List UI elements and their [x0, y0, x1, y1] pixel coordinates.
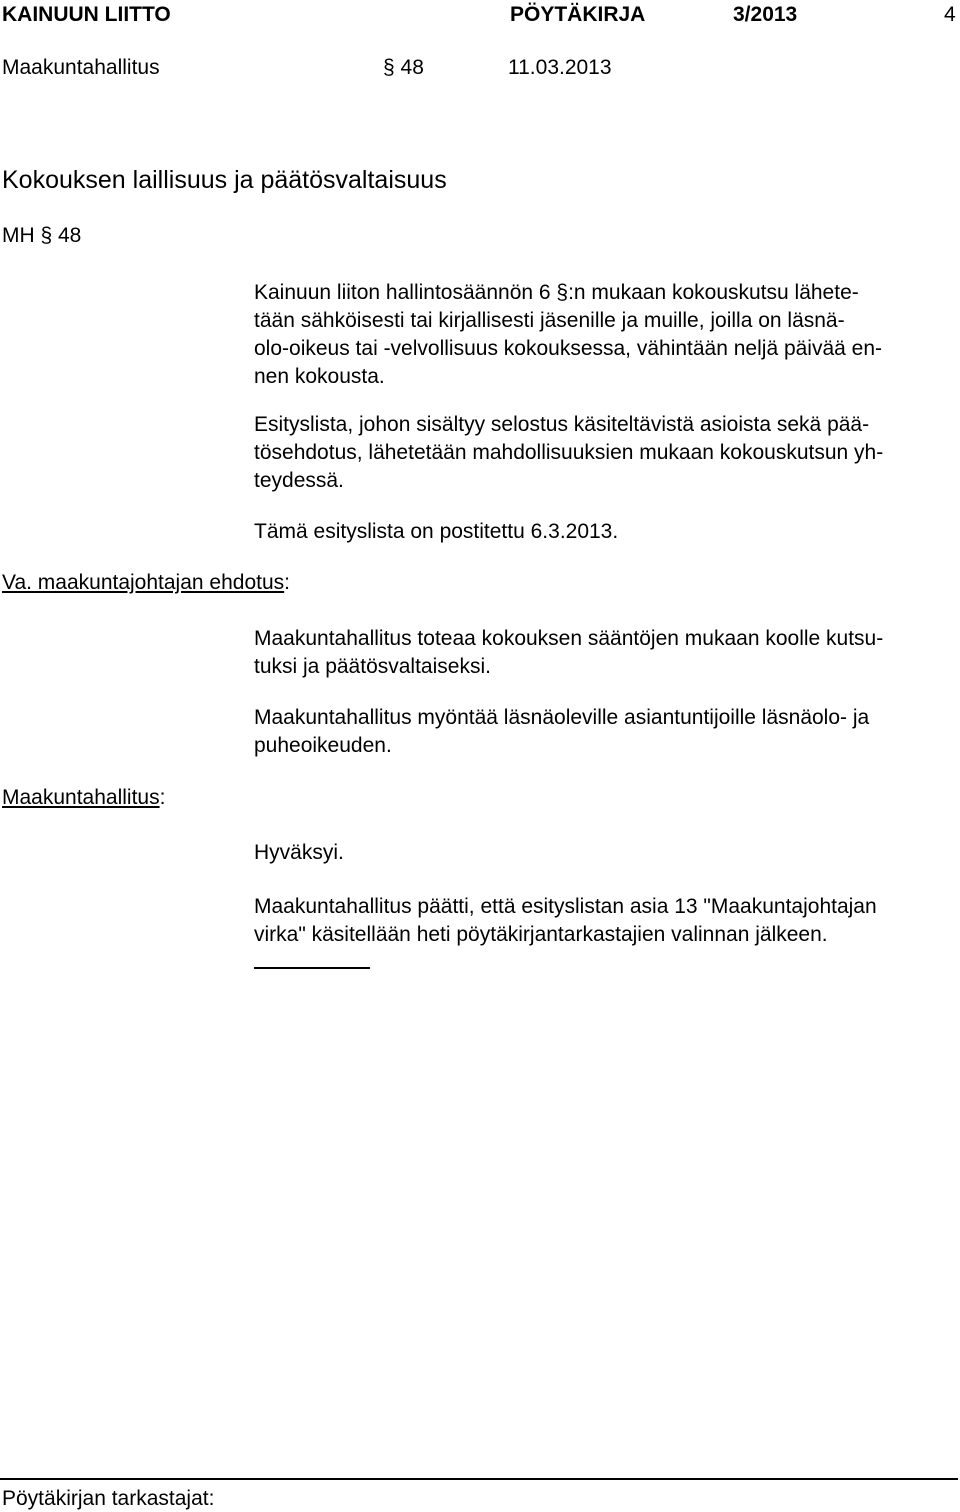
posting-note: Tämä esityslista on postitettu 6.3.2013.	[254, 520, 619, 543]
footer-rule	[0, 1478, 958, 1480]
proposal-label	[2, 571, 290, 595]
end-of-section-rule	[254, 967, 370, 969]
decision-label-text: Maakuntahallitus	[2, 786, 160, 809]
decision-label-colon: :	[159, 786, 166, 809]
document-number: 3/2013	[733, 3, 798, 26]
case-reference: MH § 48	[2, 224, 82, 247]
proposal-paragraph-1: Maakuntahallitus toteaa kokouksen sääntöjen mukaan koolle kutsu- tuksi ja päätösvaltaiseksi.	[254, 627, 884, 678]
page-number: 4	[944, 3, 956, 26]
header-body: Maakuntahallitus	[2, 56, 160, 79]
decision-result: Hyväksyi.	[254, 841, 344, 864]
document-type: PÖYTÄKIRJA	[510, 3, 646, 26]
decision-label	[2, 786, 165, 810]
proposal-label-colon: :	[284, 571, 290, 594]
intro-paragraph-2: Esityslista, johon sisältyy selostus käsiteltävistä asioista sekä pää- tösehdotus, lähetetään mahdollisuuksien mukaan kokouskutsun yh- teydessä.	[254, 413, 884, 492]
header-section: § 48	[383, 56, 424, 79]
footer-reviewers-label: Pöytäkirjan tarkastajat:	[2, 1487, 215, 1510]
proposal-paragraph-2: Maakuntahallitus myöntää läsnäoleville asiantuntijoille läsnäolo- ja puheoikeuden.	[254, 706, 870, 757]
organization-name: KAINUUN LIITTO	[2, 3, 171, 26]
header-date: 11.03.2013	[508, 56, 612, 79]
decision-note: Maakuntahallitus päätti, että esityslistan asia 13 "Maakuntajohtajan virka" käsitellään heti pöytäkirjantarkastajien valinnan jälkeen.	[254, 895, 877, 946]
page-title: Kokouksen laillisuus ja päätösvaltaisuus	[2, 166, 447, 194]
intro-paragraph-1: Kainuun liiton hallintosäännön 6 §:n mukaan kokouskutsu lähete- tään sähköisesti tai kirjallisesti jäsenille ja muille, joilla on läsnä- olo-oikeus tai -velvollisuus kokouksessa, vähintään neljä päivää en- nen kokousta.	[254, 281, 883, 388]
proposal-label-text: Va. maakuntajohtajan ehdotus	[2, 571, 285, 594]
